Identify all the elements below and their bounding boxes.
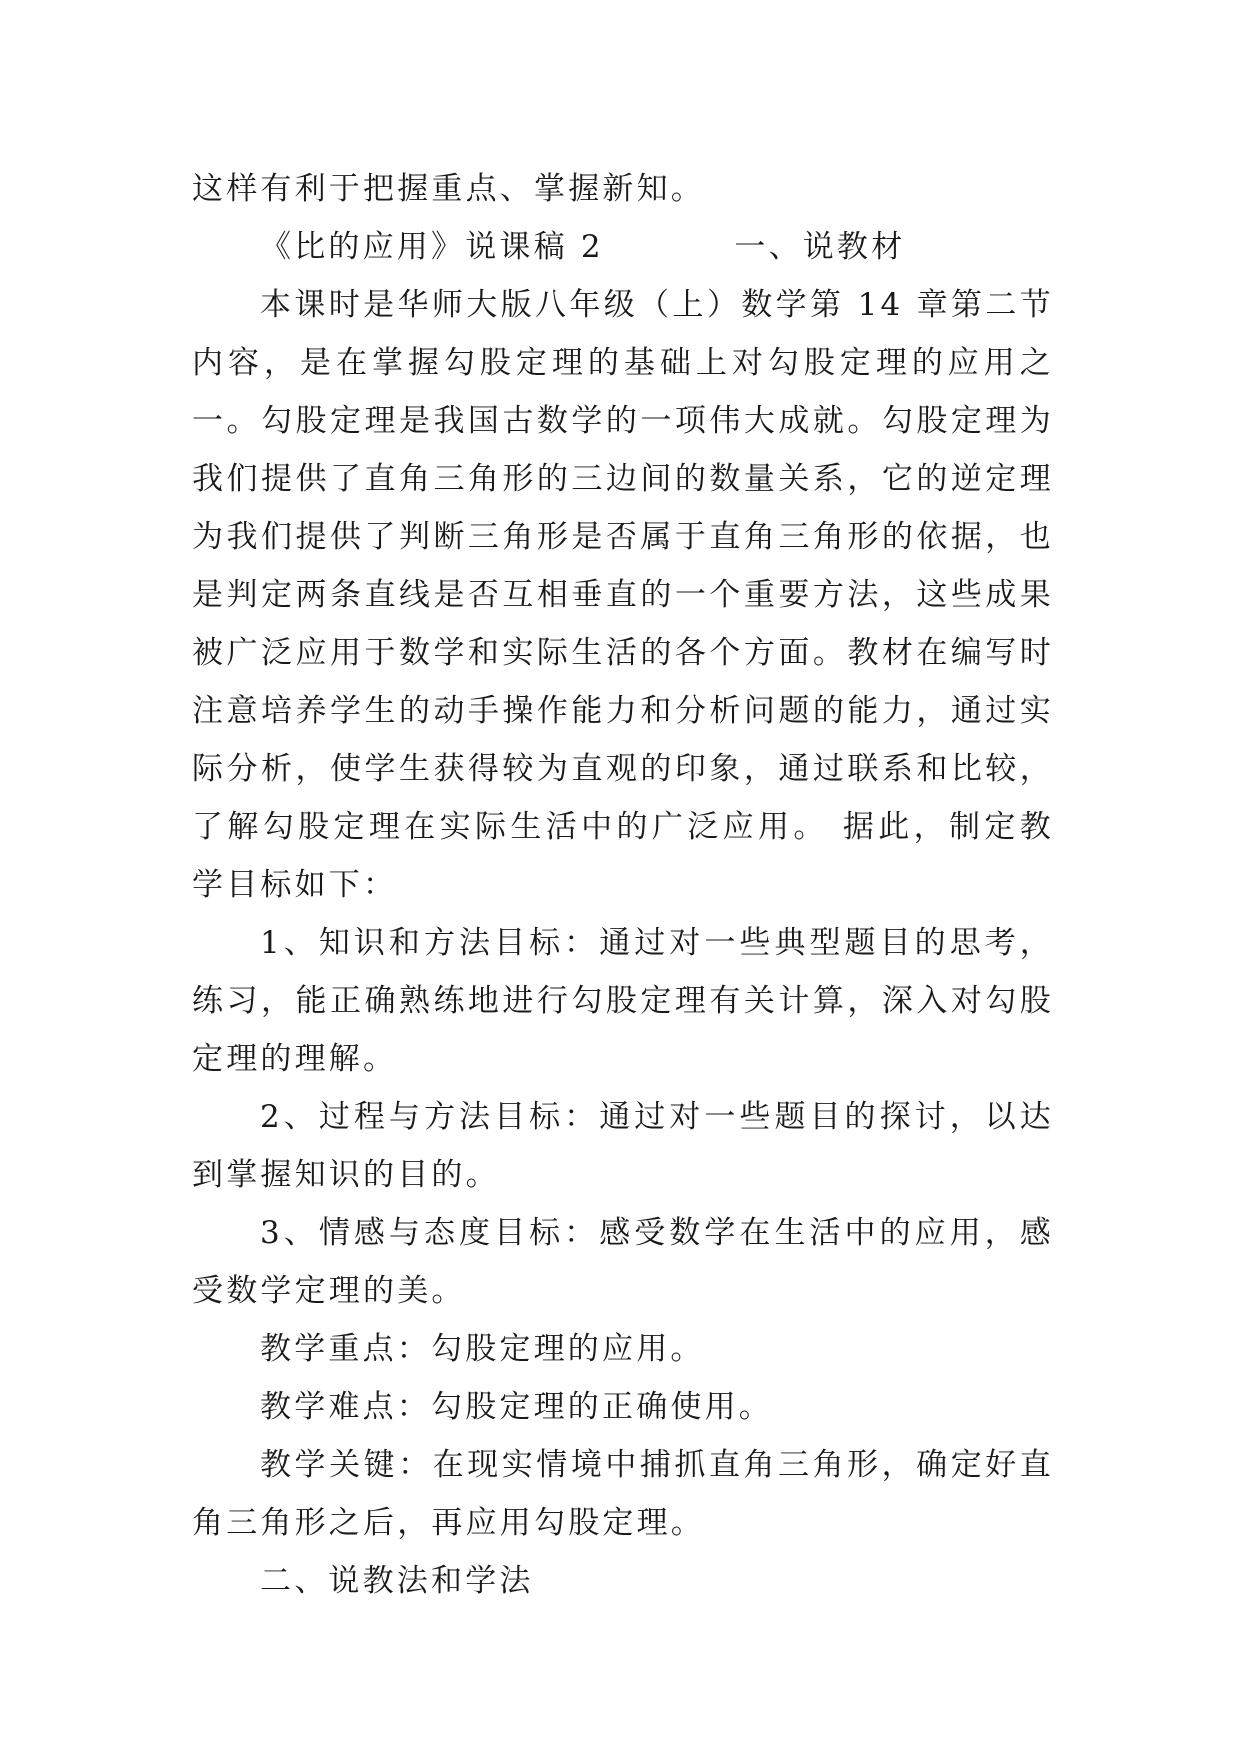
paragraph-knowledge-goal: 1、知识和方法目标：通过对一些典型题目的思考，练习，能正确熟练地进行勾股定理有关计算，深入对勾股定理的理解。 (192, 925, 1054, 1077)
paragraph-textbook-description: 本课时是华师大版八年级（上）数学第 14 章第二节内容，是在掌握勾股定理的基础上对勾股定理的应用之一。勾股定理是我国古数学的一项伟大成就。勾股定理为我们提供了直角三角形的三边间的数量关系，它的逆定理为我们提供了判断三角形是否属于直角三角形的依据，也是判定两条直线是否互相垂直的一个重要方法，这些成果被广泛应用于数学和实际生活的各个方面。教材在编写时注意培养学生的动手操作能力和分析问题的能力，通过实际分析，使学生获得较为直观的印象，通过联系和比较，了解勾股定理在实际生活中的广泛应用。 据此，制定教学目标如下： (192, 287, 1054, 903)
paragraph-difficulty: 教学难点：勾股定理的正确使用。 (260, 1389, 773, 1425)
paragraph-process-goal: 2、过程与方法目标：通过对一些题目的探讨，以达到掌握知识的目的。 (192, 1099, 1054, 1193)
paragraph-key-point: 教学重点：勾股定理的应用。 (260, 1331, 705, 1367)
lesson-title-line: 《比的应用》说课稿 2 一、说教材 (260, 229, 906, 265)
document-body (192, 160, 1054, 1610)
paragraph-teaching-key: 教学关键：在现实情境中捕抓直角三角形，确定好直角三角形之后，再应用勾股定理。 (192, 1447, 1054, 1541)
paragraph-emotion-goal: 3、情感与态度目标：感受数学在生活中的应用，感受数学定理的美。 (192, 1215, 1054, 1309)
section-heading-methods: 二、说教法和学法 (260, 1563, 534, 1599)
paragraph-intro-tail: 这样有利于把握重点、掌握新知。 (192, 171, 705, 207)
